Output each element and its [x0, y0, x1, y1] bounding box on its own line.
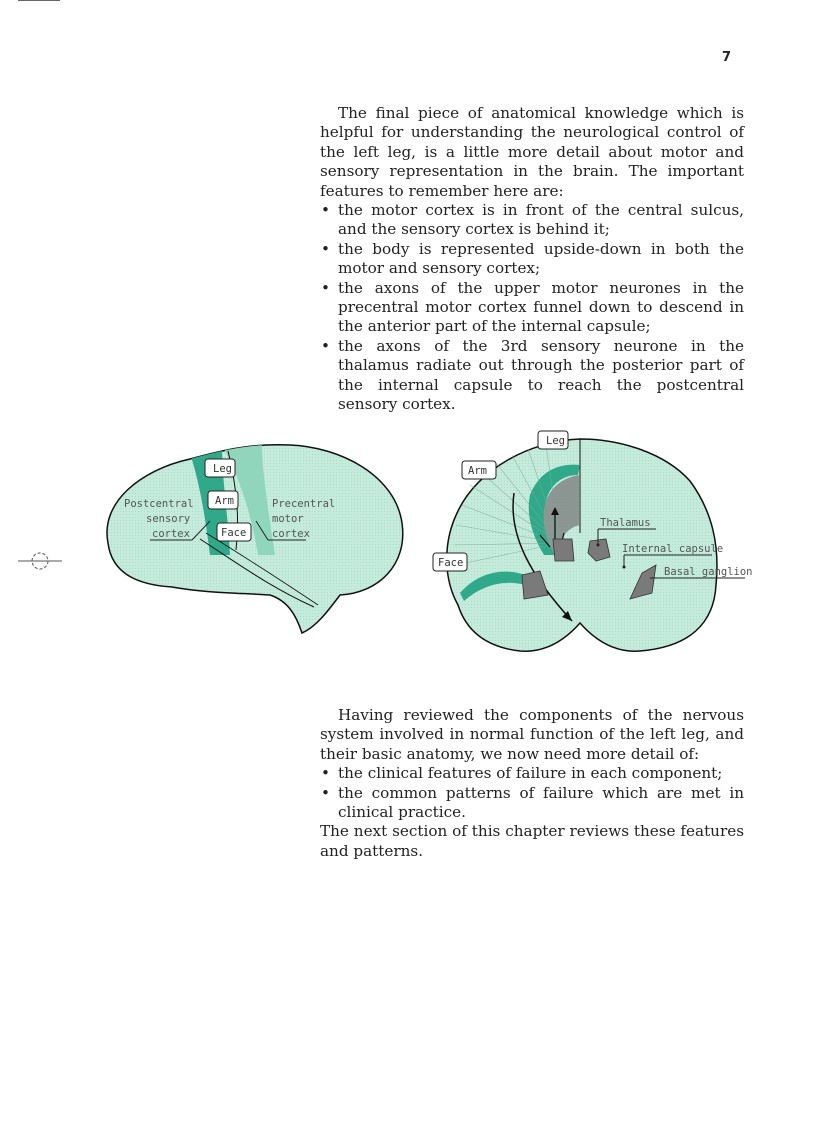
precentral-label-2: motor — [272, 513, 304, 525]
internal-capsule-label: Internal capsule — [622, 543, 724, 555]
summary-bullet-list — [320, 764, 744, 822]
thalamus-label: Thalamus — [600, 517, 651, 529]
precentral-label: Precentral — [272, 498, 336, 510]
coronal-brain-view — [433, 431, 753, 651]
bullet-icon: • — [321, 201, 330, 220]
bullet-icon: • — [321, 764, 330, 783]
closing-paragraph: The next section of this chapter reviews these features and patterns. — [320, 822, 744, 860]
summary-text — [320, 706, 744, 861]
list-item: • the body is represented upside-down in both the motor and sensory cortex; — [321, 239, 744, 278]
coronal-leg-label: Leg — [546, 435, 565, 447]
thalamus-left — [553, 539, 574, 561]
list-item: • the axons of the upper motor neurones in the precentral motor cortex funnel down to descend in the anterior part of the internal capsule; — [321, 278, 744, 336]
face-label: Face — [221, 527, 247, 539]
list-item: • the clinical features of failure in each component; — [321, 764, 723, 783]
bullet-icon: • — [321, 336, 330, 355]
postcentral-label-2: sensory — [146, 513, 191, 525]
bullet-icon: • — [321, 278, 330, 297]
thalamus-leader-dot — [597, 544, 600, 547]
lateral-brain-view — [107, 443, 403, 633]
list-item: • the motor cortex is in front of the central sulcus, and the sensory cortex is behind it; — [321, 201, 744, 239]
leg-label: Leg — [213, 463, 232, 475]
coronal-arm-label: Arm — [468, 465, 487, 477]
bullet-icon: • — [321, 239, 330, 258]
intro-bullet-list — [320, 201, 744, 414]
list-item: • the axons of the 3rd sensory neurone in the thalamus radiate out through the posterior part of the internal capsule to reach the postcentral sensory cortex. — [321, 336, 744, 414]
precentral-label-3: cortex — [272, 528, 310, 540]
postcentral-label: Postcentral — [124, 498, 194, 510]
coronal-face-label: Face — [438, 557, 464, 569]
postcentral-label-3: cortex — [152, 528, 190, 540]
basal-ganglion-label: Basal ganglion — [664, 566, 753, 578]
intro-text — [320, 104, 744, 415]
arm-label: Arm — [215, 495, 234, 507]
intro-paragraph: The final piece of anatomical knowledge which is helpful for understanding the neurological control of the left leg, is a little more detail about motor and sensory representation in the brain. The important features to remember here are: — [320, 104, 744, 200]
brain-figure — [0, 415, 816, 675]
page-number: 7 — [722, 50, 732, 65]
bullet-icon: • — [321, 783, 330, 802]
crop-mark-top — [18, 0, 60, 2]
list-item: • the common patterns of failure which are met in clinical practice. — [321, 783, 744, 822]
summary-paragraph: Having reviewed the components of the nervous system involved in normal function of the left leg, and their basic anatomy, we now need more detail of: — [320, 706, 744, 763]
internal-capsule-leader-dot — [623, 566, 626, 569]
